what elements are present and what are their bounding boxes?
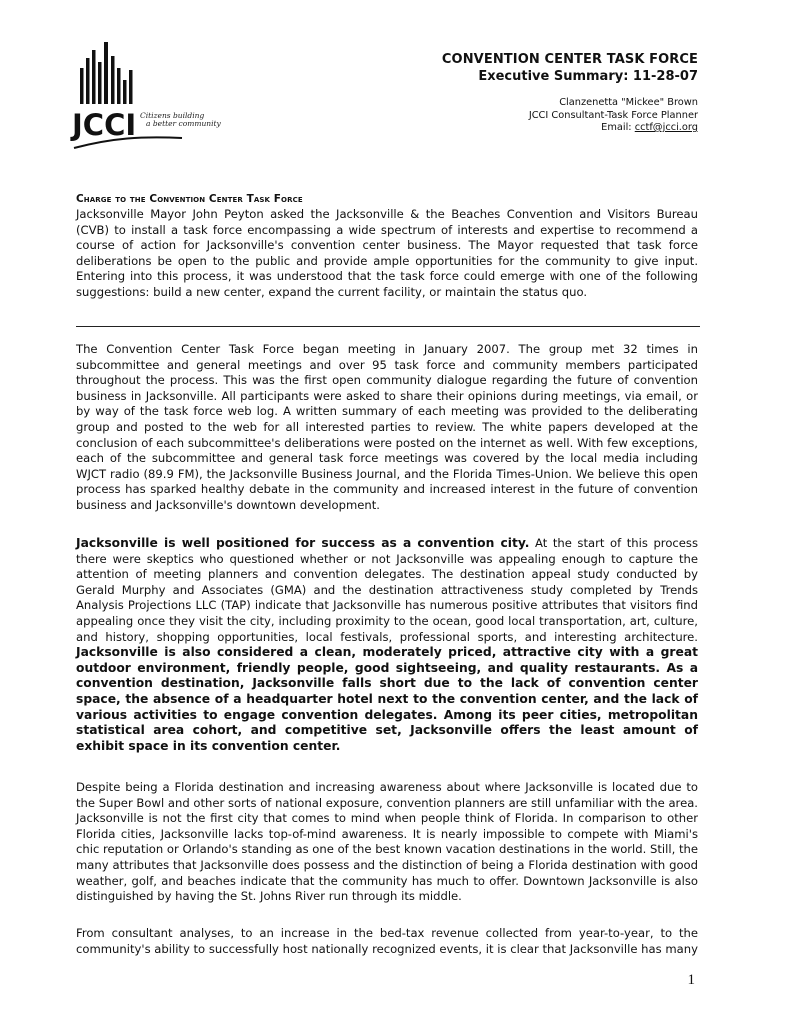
logo-tagline [140,112,221,128]
contact-name: Clanzenetta "Mickee" Brown [559,97,698,108]
email-label: Email: [601,122,632,133]
paragraph-continued: From consultant analyses, to an increase in the bed-tax revenue collected from year-to-year, to the community's ability to successfully host nationally recognized events, it is clear that Jacksonville has many [76,926,698,956]
paragraph-bold-findings: Jacksonville is also considered a clean, moderately priced, attractive city with a great outdoor environment, friendly people, good sightseeing, and quality restaurants. As a convention destination, Jacksonville falls short due to the lack of convention center space, the absence of a headquarter hotel next to the convention center, and the lack of various activities to engage convention delegates. Among its peer cities, metropolitan statistical area cohort, and competitive set, Jacksonville offers the least amount of exhibit space in its convention center. [76,645,698,753]
header-title: CONVENTION CENTER TASK FORCE [441,52,698,67]
section-heading: Charge to the Convention Center Task Force [76,193,303,205]
divider-rule [76,326,700,327]
paragraph-positioning [76,536,698,754]
paragraph-body: At the start of this process there were skeptics who questioned whether or not Jacksonville was appealing enough to capture the attention of meeting planners and convention delegates. The destination appeal study conducted by Gerald Murphy and Associates (GMA) and the destination attractiveness study completed by Trends Analysis Projections LLC (TAP) indicate that Jacksonville has numerous positive attributes that visitors find appealing once they visit the city, including proximity to the ocean, good local transportation, art, culture, and history, shopping opportunities, local festivals, professional sports, and interesting architecture. [76,536,699,644]
paragraph-process: The Convention Center Task Force began meeting in January 2007. The group met 32 times in subcommittee and general meetings and over 95 task force and community members participated throughout the process. This was the first open community dialogue regarding the future of convention business in Jacksonville. All participants were asked to share their opinions during meetings, via email, or by way of the task force web log. A written summary of each meeting was provided to the deliberating group and posted to the web for all interested parties to review. The white papers developed at the conclusion of each subcommittee's deliberations were posted on the internet as well. With few exceptions, each of the subcommittee and general task force meetings was covered by the local media including WJCT radio (89.9 FM), the Jacksonville Business Journal, and the Florida Times-Union. We believe this open process has sparked healthy debate in the community and increased interest in the future of convention business and Jacksonville's downtown development. [76,342,698,512]
tagline-line-1: Citizens building [140,111,205,120]
jcci-logo [72,40,242,155]
charge-paragraph: Jacksonville Mayor John Peyton asked the Jacksonville & the Beaches Convention and Visitors Bureau (CVB) to install a task force encompassing a wide spectrum of interests and expertise to recommend a course of action for Jacksonville's convention center business. The Mayor requested that task force deliberations be open to the public and provide ample opportunities for the community to give input. Entering into this process, it was understood that the task force could emerge with one of the following suggestions: build a new center, expand the current facility, or maintain the status quo. [76,207,698,299]
contact-email-line [529,122,698,135]
page-number: 1 [687,972,695,988]
document-header [442,52,698,85]
logo-wordmark: JCCI [72,108,137,142]
header-subtitle: Executive Summary: 11-28-07 [478,69,698,84]
paragraph-awareness: Despite being a Florida destination and increasing awareness about where Jacksonville is located due to the Super Bowl and other sorts of national exposure, convention planners are still unfamiliar with the area. Jacksonville is not the first city that comes to mind when people think of Florida. In comparison to other Florida cities, Jacksonville lacks top-of-mind awareness. It is nearly impossible to compete with Miami's chic reputation or Orlando's standing as one of the best known vacation destinations in the world. Still, the many attributes that Jacksonville does possess and the distinction of being a Florida destination with good weather, golf, and beaches indicate that the community has much to offer. Downtown Jacksonville is also distinguished by having the St. Johns River run through its middle. [76,780,698,904]
contact-role: JCCI Consultant-Task Force Planner [528,109,698,121]
email-link[interactable]: cctf@jcci.org [634,122,698,133]
contact-block [529,97,698,135]
tagline-line-2: a better community [146,119,221,128]
paragraph-lead-bold: Jacksonville is well positioned for success as a convention city. [76,536,530,550]
